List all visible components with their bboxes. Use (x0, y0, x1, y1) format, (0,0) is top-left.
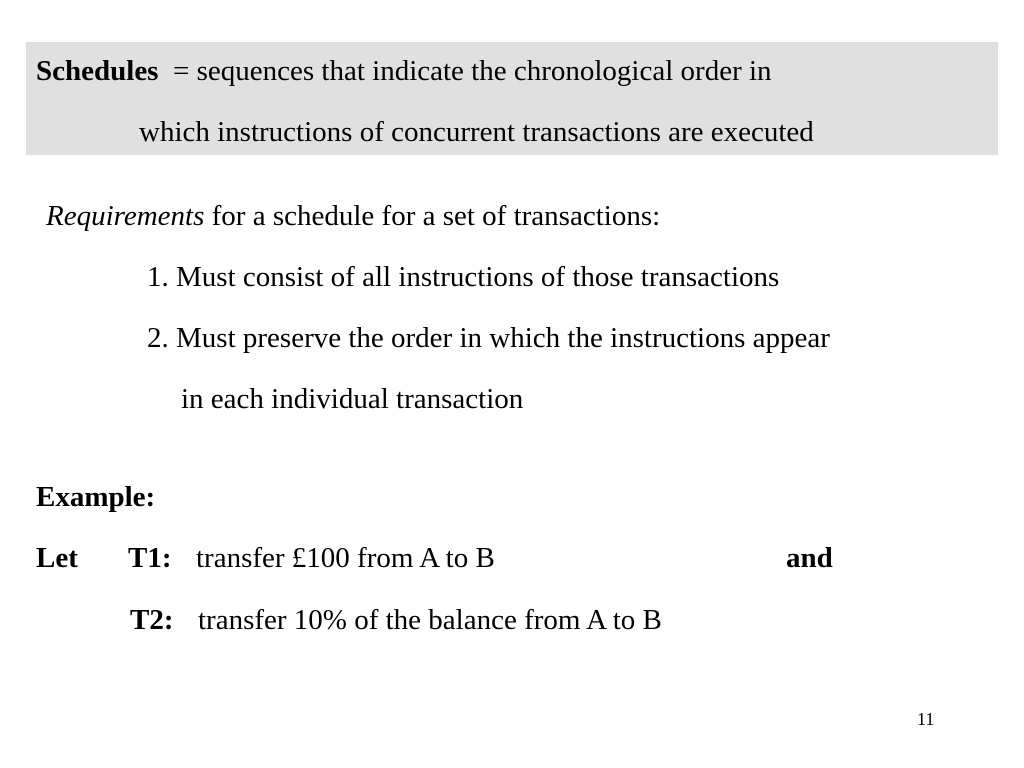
definition-line-1 (36, 54, 772, 88)
requirement-item-2: 2. Must preserve the order in which the instructions appear (147, 322, 830, 354)
definition-line-2 (139, 115, 814, 149)
page-number: 11 (917, 709, 935, 729)
t2-text: transfer 10% of the balance from A to B (198, 604, 662, 636)
requirement-item-2-continuation: in each individual transaction (181, 383, 524, 415)
definition-text-1: = sequences that indicate the chronological order in (172, 55, 772, 87)
requirements-heading (46, 199, 660, 233)
t2-label: T2: (130, 604, 174, 636)
definition-text-2: which instructions of concurrent transactions are executed (139, 116, 814, 148)
t1-text: transfer £100 from A to B (196, 542, 495, 574)
let-label: Let (36, 542, 78, 574)
requirement-item-1: 1. Must consist of all instructions of those transactions (147, 261, 780, 293)
t1-label: T1: (128, 542, 172, 574)
and-label: and (786, 542, 833, 574)
requirements-heading-italic: Requirements (46, 200, 205, 232)
definition-term: Schedules (36, 55, 159, 87)
example-heading: Example: (36, 481, 156, 513)
requirements-heading-text: for a schedule for a set of transactions: (211, 200, 661, 232)
